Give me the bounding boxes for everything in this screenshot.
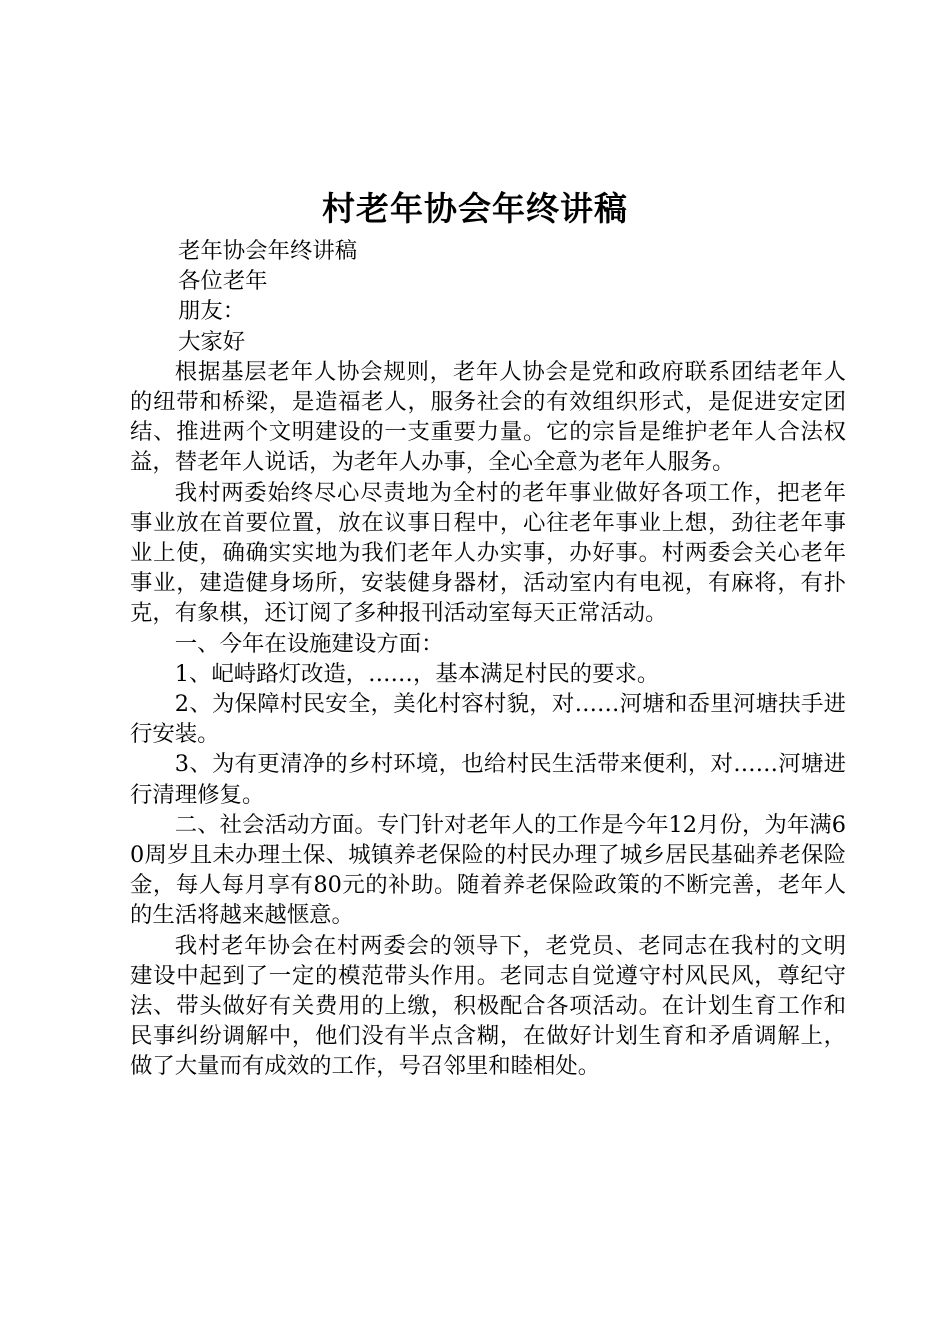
paragraph-section-facilities: 一、今年在设施建设方面： xyxy=(174,630,444,657)
document-title: 村老年协会年终讲稿 xyxy=(322,189,628,228)
paragraph-item-3: 3、为有更清净的乡村环境，也给村民生活带来便利，对……河塘进行清理修复。 xyxy=(130,751,846,808)
paragraph-association: 我村老年协会在村两委会的领导下，老党员、老同志在我村的文明建设中起到了一定的模范带头作用。老同志自觉遵守村风民风，尊纪守法、带头做好有关费用的上缴，积极配合各项活动。在计划生育工作和民事纠纷调解中，他们没有半点含糊，在做好计划生育和矛盾调解上，做了大量而有成效的工作，号召邻里和睦相处。 xyxy=(130,932,846,1080)
paragraph-item-2: 2、为保障村民安全，美化村容村貌，对……河塘和岙里河塘扶手进行安装。 xyxy=(130,691,846,748)
paragraph-subtitle: 老年协会年终讲稿 xyxy=(178,238,358,264)
paragraph-salutation: 各位老年 xyxy=(178,268,268,295)
paragraph-committee-work: 我村两委始终尽心尽责地为全村的老年事业做好各项工作，把老年事业放在首要位置，放在议事日程中，心往老年事业上想，劲往老年事业上使，确确实实地为我们老年人办实事，办好事。村两委会关心老年事业，建造健身场所，安装健身器材，活动室内有电视，有麻将，有扑克，有象棋，还订阅了多种报刊活动室每天正常活动。 xyxy=(130,479,846,627)
paragraph-section-social: 二、社会活动方面。专门针对老年人的工作是今年12月份，为年满60周岁且未办理土保、城镇养老保险的村民办理了城乡居民基础养老保险金，每人每月享有80元的补助。随着养老保险政策的不断完善，老年人的生活将越来越惬意。 xyxy=(130,811,846,929)
paragraph-item-1: 1、屺峙路灯改造，……，基本满足村民的要求。 xyxy=(174,660,660,687)
paragraph-salutation-cont: 朋友： xyxy=(178,298,246,325)
paragraph-greeting: 大家好 xyxy=(178,328,246,355)
paragraph-intro: 根据基层老年人协会规则，老年人协会是党和政府联系团结老年人的纽带和桥梁，是造福老人，服务社会的有效组织形式，是促进安定团结、推进两个文明建设的一支重要力量。它的宗旨是维护老年人合法权益，替老年人说话，为老年人办事，全心全意为老年人服务。 xyxy=(130,358,846,476)
document-body xyxy=(130,236,846,1082)
